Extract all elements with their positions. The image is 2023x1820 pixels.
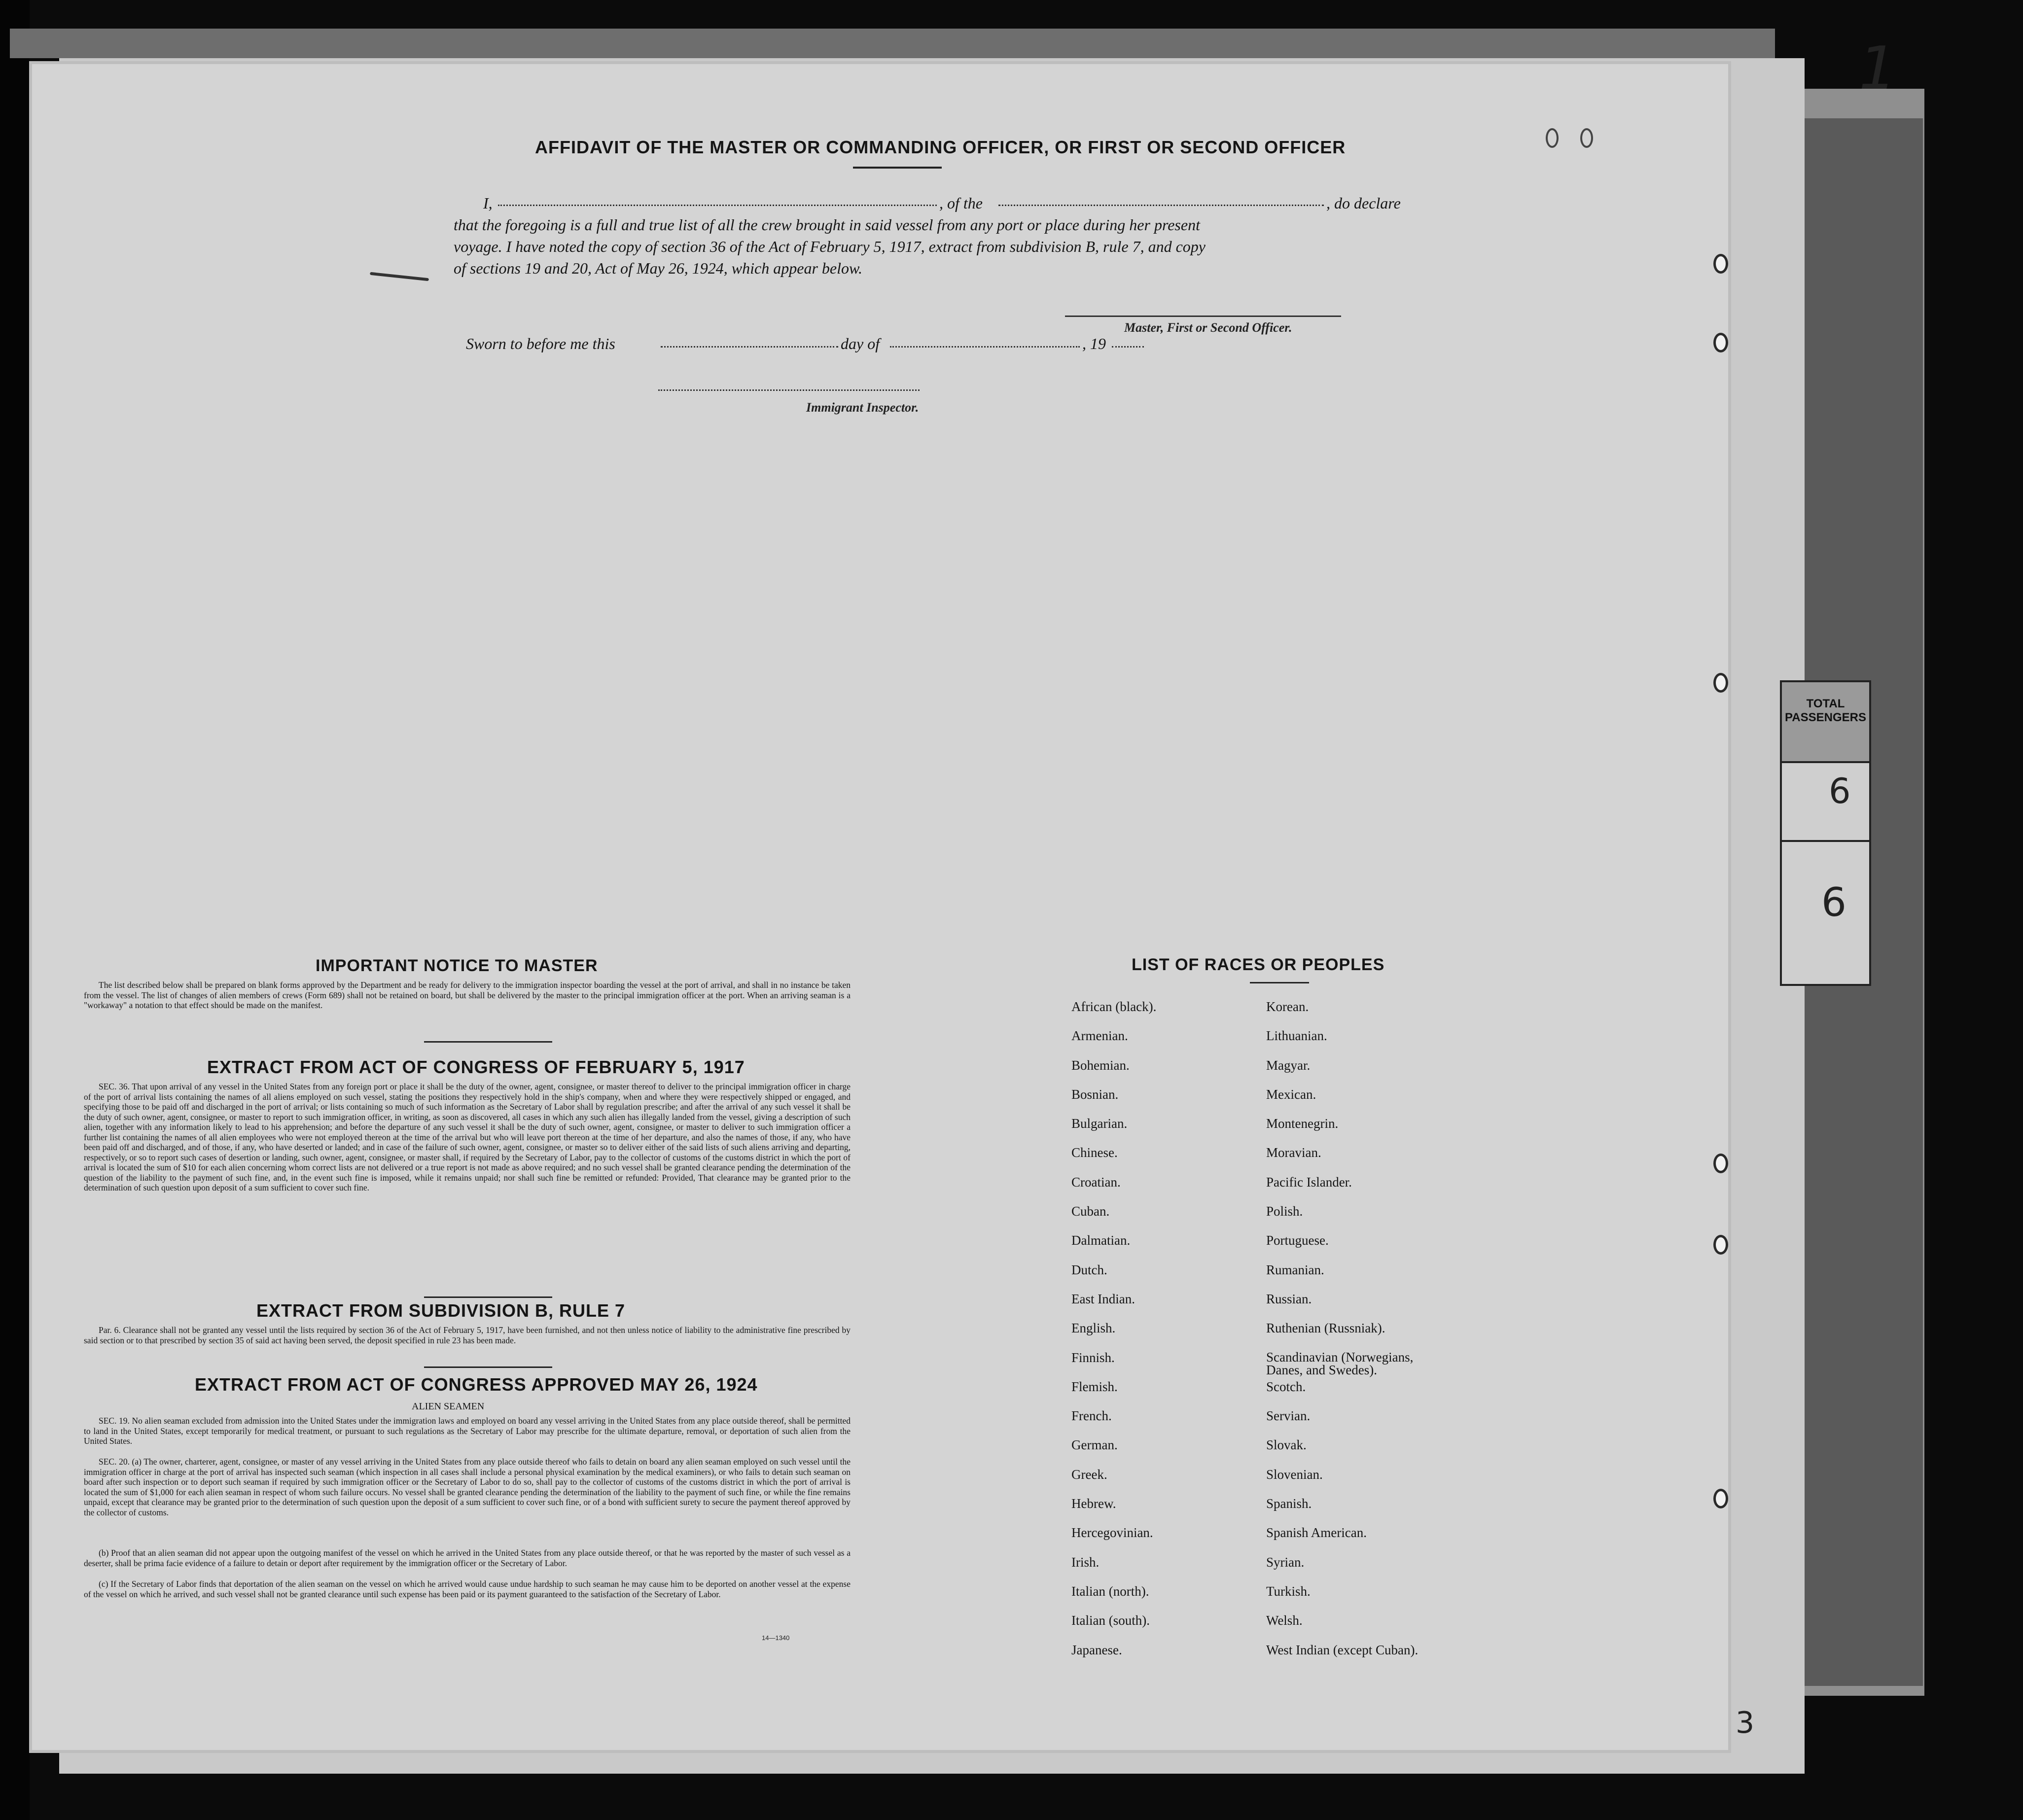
races-title: LIST OF RACES OR PEOPLES: [1132, 955, 1385, 974]
affidavit-i-label: I,: [483, 194, 493, 212]
race-item: Ruthenian (Russniak).: [1266, 1321, 1385, 1336]
master-signature-caption: Master, First or Second Officer.: [1124, 320, 1292, 335]
races-divider: [1250, 982, 1309, 983]
master-name-field[interactable]: [498, 205, 937, 206]
rule7-divider: [424, 1366, 552, 1368]
extract-1924-title: EXTRACT FROM ACT OF CONGRESS APPROVED MAY 26, 1924: [195, 1374, 758, 1395]
rule7-title: EXTRACT FROM SUBDIVISION B, RULE 7: [256, 1300, 626, 1321]
affidavit-line-3: voyage. I have noted the copy of section 36 of the Act of February 5, 1917, extract from subdivision B, rule 7, and copy: [454, 238, 1206, 255]
extract-1917-body: SEC. 36. That upon arrival of any vessel in the United States from any foreign port or place it shall be the duty of the owner, agent, consignee, or master thereof to deliver to the principal immigration officer in charge of the port of arrival lists containing the names of all aliens employed on such vessel, stating the positions they respectively hold in the ship's company, when and where they were respectively shipped or engaged, and specifying those to be paid off and discharged in the port of arrival; or lists containing so much of such information as the Secretary of Labor shall by regulation prescribe; and after the arrival of any such vessel it shall be the duty of such owner, agent, consignee, or master to report to such immigration officer, in writing, as soon as discovered, all cases in which any such alien has illegally landed from the vessel, giving a description of such alien, together with any information likely to lead to his apprehension; and before the departure of any such vessel it shall be the duty of such owner, agent, consignee, or master to deliver to such immigration officer a further list containing the names of all alien employees who were not employed thereon at the time of the arrival but who will leave port thereon at the time of her departure, and also the names of those, if any, who have been paid off and discharged, and of those, if any, who have deserted or landed; and in case of the failure of such owner, agent, consignee, or master so to deliver either of the said lists of such aliens arriving and departing, respectively, or so to report such cases of desertion or landing, such owner, agent, consignee, or master shall, if required by the Secretary of Labor, pay to the collector of customs of the customs district in which the port of arrival is located the sum of $10 for each alien concerning whom correct lists are not delivered or a true report is not made as above required; and no such vessel shall be granted clearance pending the determination of the question of the liability to the payment of such fine, and, in the event such fine is imposed, while it remains unpaid; nor shall such fine be remitted or refunded: Provided, That clearance may be granted prior to the determination of such question upon deposit of a sum sufficient to cover such fine.: [84, 1082, 851, 1192]
total-passengers-header: [1782, 682, 1869, 763]
race-item: Flemish.: [1071, 1379, 1118, 1394]
race-item: Bulgarian.: [1071, 1116, 1128, 1131]
race-item: Bosnian.: [1071, 1086, 1119, 1102]
binder-hole: [1713, 1235, 1728, 1255]
race-item: Polish.: [1266, 1204, 1303, 1219]
race-item: Scotch.: [1266, 1379, 1306, 1394]
race-item: Chinese.: [1071, 1145, 1118, 1160]
binder-hole: [1713, 1154, 1728, 1173]
total-passengers-value: 6: [1829, 771, 1851, 811]
affidavit-line-4: of sections 19 and 20, Act of May 26, 1924, which appear below.: [454, 259, 862, 277]
race-item: Japanese.: [1071, 1642, 1122, 1657]
scan-background-top: [10, 29, 1775, 58]
race-item: Irish.: [1071, 1554, 1100, 1570]
pen-mark: [370, 272, 429, 281]
race-item: Moravian.: [1266, 1145, 1321, 1160]
extract-1924-subtitle: ALIEN SEAMEN: [412, 1401, 485, 1412]
total-passengers-label: TOTAL PASSENGERS: [1785, 697, 1866, 724]
binder-hole: [1713, 254, 1728, 274]
extract-1917-title: EXTRACT FROM ACT OF CONGRESS OF FEBRUARY 5, 1917: [207, 1057, 745, 1077]
handwritten-bottom-number: 3: [1736, 1706, 1755, 1740]
inspector-caption: Immigrant Inspector.: [806, 400, 919, 415]
rule7-body: Par. 6. Clearance shall not be granted any vessel until the lists required by section 36 of the Act of February 5, 1917, have been furnished, and not then unless notice of liability to the administrative fine prescribed by said section or to that prescribed by section 35 of said act having been served, the deposit specified in rule 23 has been made.: [84, 1325, 851, 1345]
races-right-column: [1266, 1000, 1444, 1672]
race-item: German.: [1071, 1437, 1118, 1453]
affidavit-title: AFFIDAVIT OF THE MASTER OR COMMANDING OFFICER, OR FIRST OR SECOND OFFICER: [535, 137, 1346, 157]
race-item: Italian (north).: [1071, 1583, 1149, 1599]
title-divider: [853, 167, 942, 169]
race-item: Scandinavian (Norwegians, Danes, and Swedes).: [1266, 1349, 1414, 1377]
master-signature-line[interactable]: [1065, 315, 1341, 317]
extract-1924-sec19: SEC. 19. No alien seaman excluded from admission into the United States under the immigration laws and employed on board any vessel arriving in the United States from any place outside thereof, shall be permitted to land in the United States, except temporarily for medical treatment, or pursuant to such regulations as the Secretary of Labor may prescribe for the ultimate departure, removal, or deportation of such alien from the United States.: [84, 1416, 851, 1446]
race-item: Pacific Islander.: [1266, 1174, 1352, 1190]
race-item: Rumanian.: [1266, 1262, 1324, 1277]
race-item: Hercegovinian.: [1071, 1525, 1153, 1540]
race-item: Dutch.: [1071, 1262, 1107, 1277]
race-item: Mexican.: [1266, 1086, 1316, 1102]
race-item: Welsh.: [1266, 1613, 1303, 1628]
race-item: Bohemian.: [1071, 1057, 1130, 1073]
race-item: Armenian.: [1071, 1028, 1128, 1044]
race-item: Montenegrin.: [1266, 1116, 1339, 1131]
race-item: Korean.: [1266, 999, 1309, 1014]
race-item: English.: [1071, 1321, 1116, 1336]
notice-title: IMPORTANT NOTICE TO MASTER: [316, 956, 598, 975]
race-item: Portuguese.: [1266, 1233, 1329, 1248]
extract-1924-sec20b: (b) Proof that an alien seaman did not appear upon the outgoing manifest of the vessel on which he arrived in the United States from any place outside thereof, or that he was reported by the master of such vessel as a deserter, shall be prima facie evidence of a failure to detain or deport after requirement by the immigration officer or the Secretary of Labor.: [84, 1548, 851, 1568]
sworn-year-field[interactable]: [1112, 346, 1144, 348]
extract-1917-divider: [424, 1296, 552, 1298]
races-left-column: [1071, 1000, 1156, 1672]
race-item: Turkish.: [1266, 1583, 1311, 1599]
binder-hole: [1713, 333, 1728, 352]
notice-body: The list described below shall be prepared on blank forms approved by the Department and be ready for delivery to the immigration inspector boarding the vessel at the port of arrival, and shall in no instance be taken from the vessel. The list of changes of alien members of crews (Form 689) shall not be retained on board, but shall be delivered by the master to the principal immigration officer at the port. When an arriving seaman is a "workaway" a notation to that effect should be made on the manifest.: [84, 980, 851, 1010]
binder-hole: [1713, 1489, 1728, 1508]
race-item: Syrian.: [1266, 1554, 1305, 1570]
total-passengers-box: [1780, 680, 1871, 986]
year-label: , 19: [1082, 335, 1106, 352]
binder-hole: [1580, 128, 1593, 148]
race-item: West Indian (except Cuban).: [1266, 1642, 1419, 1657]
affidavit-do-declare-label: , do declare: [1326, 194, 1401, 212]
affidavit-line-2: that the foregoing is a full and true list of all the crew brought in said vessel from any port or place during her present: [454, 216, 1200, 234]
race-item: Dalmatian.: [1071, 1233, 1131, 1248]
race-item: Italian (south).: [1071, 1613, 1150, 1628]
race-item: Spanish.: [1266, 1496, 1312, 1511]
race-item: Slovak.: [1266, 1437, 1307, 1453]
extract-1924-sec20c: (c) If the Secretary of Labor finds that deportation of the alien seaman on the vessel on which he arrived would cause undue hardship to such seaman he may cause him to be deported on another vessel at the expense of the vessel on which he arrived, and such vessel shall not be granted clearance until such expense has been paid or its payment guaranteed to the satisfaction of the Secretary of Labor.: [84, 1579, 851, 1599]
handwritten-page-number: 1: [1859, 35, 1897, 103]
inspector-signature-line[interactable]: [658, 389, 920, 391]
form-number: 14—1340: [762, 1634, 790, 1642]
extract-1924-sec20a: SEC. 20. (a) The owner, charterer, agent, consignee, or master of any vessel arriving in the United States from any place outside thereof who fails to detain on board any alien seaman employed on such vessel until the immigration officer in charge at the port of arrival has inspected such seaman (which inspection in all cases shall include a personal physical examination by the medical examiners), or who fails to detain such seaman on board after such inspection or to deport such seaman if required by such immigration officer or the Secretary of Labor to do so, shall pay to the collector of customs of the customs district in which the port of arrival is located the sum of $1,000 for each alien seaman in respect of whom such failure occurs. No vessel shall be granted clearance pending the determination of the liability to the payment of such fine, or while the fine remains unpaid, except that clearance may be granted prior to the determination of such question upon the deposit of a sum sufficient to cover such fine, or of a bond with sufficient surety to secure the payment thereof approved by the collector of customs.: [84, 1457, 851, 1517]
race-item: East Indian.: [1071, 1291, 1135, 1306]
race-item: Slovenian.: [1266, 1467, 1323, 1482]
sworn-day-field[interactable]: [661, 346, 838, 348]
race-item: Hebrew.: [1071, 1496, 1116, 1511]
race-item: Croatian.: [1071, 1174, 1121, 1190]
affidavit-of-the-label: , of the: [939, 194, 983, 212]
race-item: Cuban.: [1071, 1204, 1110, 1219]
binder-hole: [1546, 128, 1559, 148]
race-item: Magyar.: [1266, 1057, 1311, 1073]
race-item: French.: [1071, 1408, 1112, 1424]
race-item: Finnish.: [1071, 1350, 1115, 1365]
race-item: Greek.: [1071, 1467, 1107, 1482]
race-item: African (black).: [1071, 999, 1157, 1014]
sworn-label: Sworn to before me this: [466, 335, 615, 352]
binder-hole: [1713, 673, 1728, 693]
race-item: Servian.: [1266, 1408, 1311, 1424]
total-passengers-value-2: 6: [1821, 879, 1846, 925]
vessel-name-field[interactable]: [998, 205, 1324, 206]
bleed-through-row: [436, 439, 1777, 454]
document-sheet: [32, 64, 1728, 1750]
notice-divider: [424, 1041, 552, 1043]
day-of-label: day of: [841, 335, 880, 352]
sworn-month-field[interactable]: [890, 346, 1080, 348]
race-item: Lithuanian.: [1266, 1028, 1327, 1044]
race-item: Spanish American.: [1266, 1525, 1367, 1540]
scan-background-left: [0, 0, 30, 1820]
race-item: Russian.: [1266, 1291, 1312, 1306]
